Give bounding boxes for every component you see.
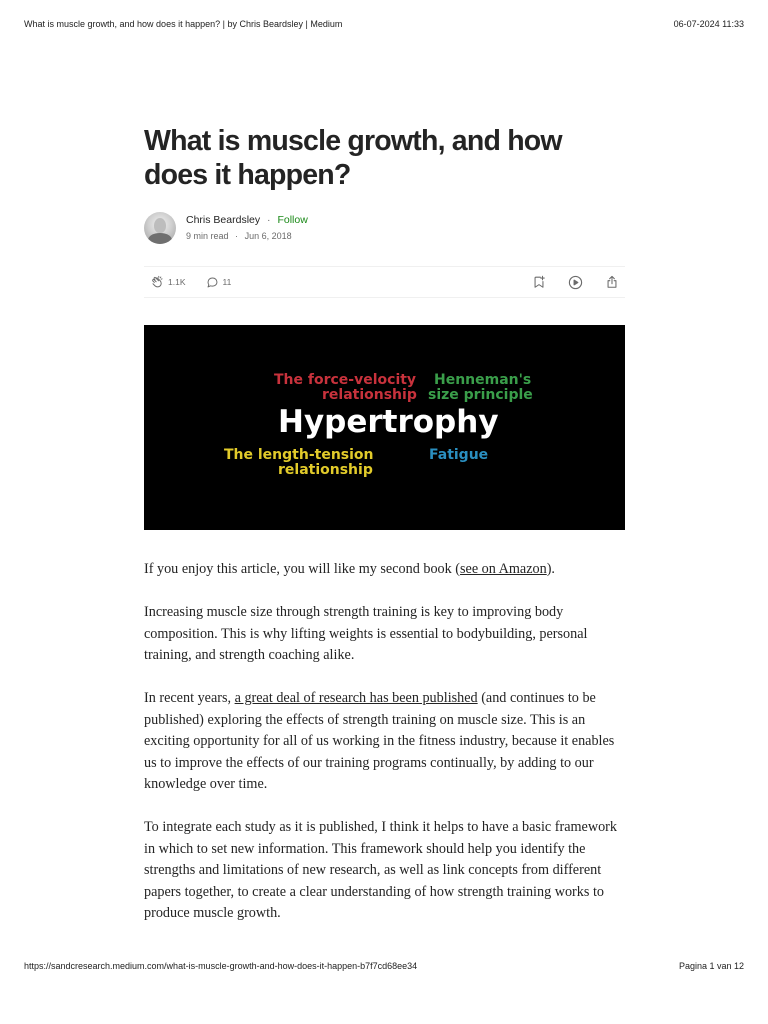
action-bar <box>144 266 625 298</box>
play-circle-icon <box>568 275 583 290</box>
separator-dot: · <box>235 231 239 241</box>
follow-button[interactable]: Follow <box>277 214 308 226</box>
clap-count: 1.1K <box>168 277 186 287</box>
hero-label-henneman-line-1: Henneman's <box>434 372 532 388</box>
hero-image <box>144 325 625 530</box>
publish-date: Jun 6, 2018 <box>244 231 292 241</box>
article-title-line-1: What is muscle growth, and how <box>144 125 562 157</box>
share-icon <box>605 275 619 289</box>
read-time: 9 min read <box>186 231 229 241</box>
hero-label-force-velocity-line-2: relationship <box>322 387 417 403</box>
hero-label-hypertrophy: Hypertrophy <box>278 404 499 440</box>
responses-button[interactable] <box>206 276 232 289</box>
article-body <box>144 559 625 925</box>
print-header-timestamp: 06-07-2024 11:33 <box>673 19 744 29</box>
share-button[interactable] <box>605 275 619 289</box>
clap-icon <box>150 275 164 289</box>
print-footer-page-number: Pagina 1 van 12 <box>678 961 744 971</box>
article <box>144 124 625 946</box>
article-title-line-2: does it happen? <box>144 159 351 191</box>
paragraph-2: Increasing muscle size through strength training is key to improving body composition. This is why lifting weights is essential to bodybuilding, personal training, and strength coaching alike. <box>144 604 588 663</box>
author-avatar[interactable] <box>144 212 176 244</box>
print-header <box>24 19 744 29</box>
research-link[interactable]: a great deal of research has been published <box>234 690 478 706</box>
paragraph-3: In recent years, a great deal of research has been published (and continues to be published) exploring the effects of strength training on muscle size. This is an exciting opportunity for all of us working in the fitness industry, because it enables us to improve the effects of our training programs continually, by adding to our knowledge over time. <box>144 690 615 792</box>
comment-icon <box>206 276 219 289</box>
hero-label-fatigue: Fatigue <box>429 447 489 463</box>
hero-label-force-velocity-line-1: The force-velocity <box>274 372 417 388</box>
author-row <box>144 212 625 244</box>
separator-dot: · <box>267 214 271 226</box>
bookmark-add-icon <box>532 275 546 289</box>
hero-label-henneman-line-2: size principle <box>428 387 533 403</box>
hero-label-length-tension-line-1: The length-tension <box>224 447 374 463</box>
listen-button[interactable] <box>568 275 583 290</box>
hero-label-length-tension-line-2: relationship <box>278 462 373 478</box>
response-count: 11 <box>222 277 232 287</box>
author-name[interactable]: Chris Beardsley <box>186 214 261 226</box>
paragraph-1: If you enjoy this article, you will like my second book (see on Amazon). <box>144 561 555 577</box>
clap-button[interactable] <box>150 275 186 289</box>
print-header-title: What is muscle growth, and how does it happen? | by Chris Beardsley | Medium <box>24 19 343 29</box>
paragraph-4: To integrate each study as it is published, I think it helps to have a basic framework in which to set new information. This framework should help you identify the strengths and limitations of new research, as well as link concepts from different papers together, to create a clear understanding of how strength training works to produce muscle growth. <box>144 819 617 921</box>
author-meta <box>186 213 308 243</box>
article-title <box>144 124 625 192</box>
amazon-link[interactable]: see on Amazon <box>460 561 547 577</box>
print-footer-url: https://sandcresearch.medium.com/what-is-muscle-growth-and-how-does-it-happen-b7f7cd68ee34 <box>24 961 418 971</box>
print-footer <box>24 961 744 971</box>
save-button[interactable] <box>532 275 546 289</box>
